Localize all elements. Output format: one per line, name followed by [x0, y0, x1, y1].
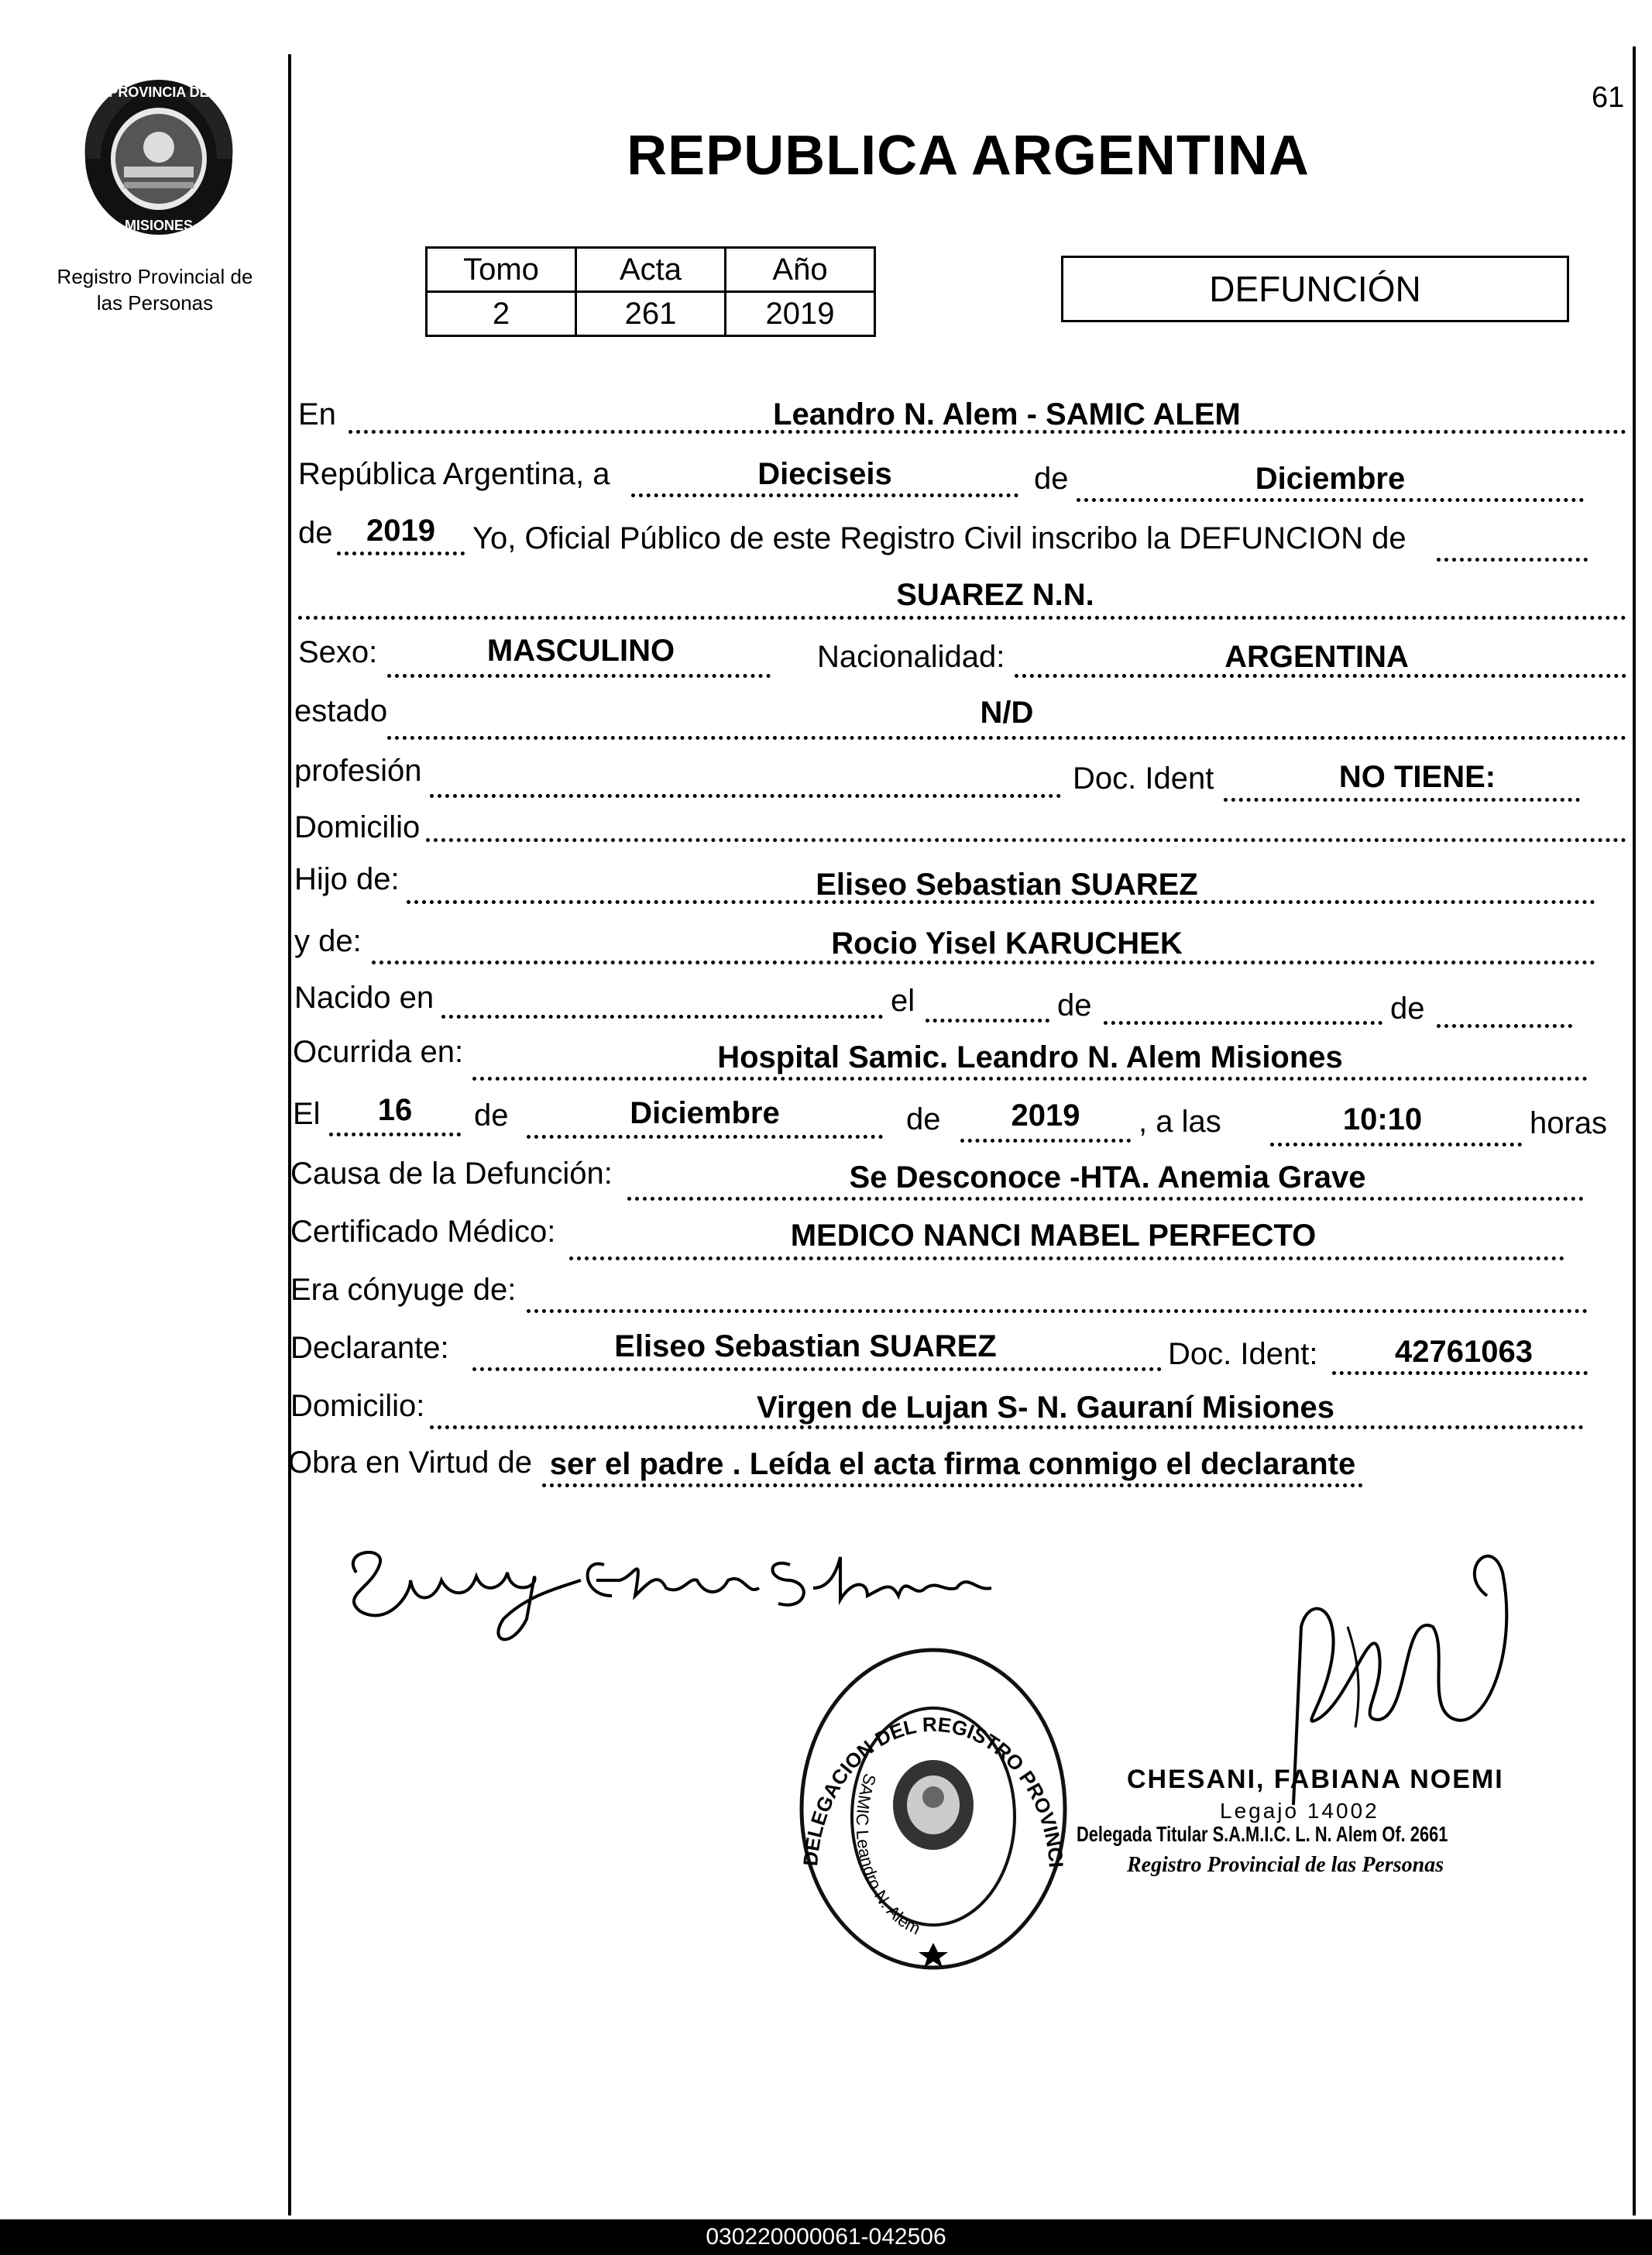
hijo-value: Eliseo Sebastian SUAREZ — [816, 868, 1198, 902]
month-value: Diciembre — [1255, 462, 1406, 496]
death-day-line — [329, 1133, 461, 1136]
sexo-line — [387, 674, 771, 678]
death-day-value: 16 — [377, 1093, 413, 1127]
deceased-line — [298, 616, 1626, 620]
acta-table — [425, 246, 876, 337]
nacionalidad-value: ARGENTINA — [1224, 640, 1409, 674]
republica-label: República Argentina, a — [298, 457, 610, 491]
profesion-label: profesión — [294, 754, 422, 788]
doc-ident-line — [1224, 798, 1580, 802]
official-registry: Registro Provincial de las Personas — [1127, 1853, 1444, 1877]
sexo-value: MASCULINO — [486, 634, 675, 668]
alas-label: , a las — [1139, 1105, 1221, 1139]
official-name: CHESANI, FABIANA NOEMI — [1127, 1765, 1504, 1794]
acta-header-acta: Acta — [576, 248, 726, 292]
sexo-label: Sexo: — [298, 635, 378, 669]
ocurrida-value: Hospital Samic. Leandro N. Alem Misiones — [717, 1040, 1343, 1074]
el-line — [926, 1019, 1049, 1023]
death-time-value: 10:10 — [1342, 1102, 1423, 1136]
declarante-value: Eliseo Sebastian SUAREZ — [614, 1329, 997, 1363]
emblem-bottom-text: MISIONES — [124, 218, 194, 233]
yde-value: Rocio Yisel KARUCHEK — [831, 926, 1183, 961]
estado-label: estado — [294, 694, 388, 728]
certificado-label: Certificado Médico: — [290, 1215, 556, 1249]
year-line — [337, 552, 465, 555]
el-label-2: El — [293, 1097, 321, 1131]
acta-value-acta: 261 — [576, 292, 726, 336]
official-title: Delegada Titular S.A.M.I.C. L. N. Alem Of. 2661 — [1077, 1822, 1448, 1846]
certificado-value: MEDICO NANCI MABEL PERFECTO — [790, 1219, 1317, 1253]
death-year-value: 2019 — [1011, 1098, 1080, 1133]
inscribo-text: Yo, Oficial Público de este Registro Civil inscribo la DEFUNCION de — [472, 521, 1406, 555]
domicilio2-value: Virgen de Lujan S- N. Gauraní Misiones — [756, 1390, 1335, 1425]
declarante-line — [472, 1367, 1162, 1371]
de-label-6: de — [906, 1102, 941, 1136]
obra-value: ser el padre . Leída el acta firma conmigo el declarante — [549, 1447, 1356, 1481]
profesion-line — [430, 794, 1061, 798]
doc-ident-value: NO TIENE: — [1338, 760, 1496, 794]
left-border — [288, 54, 291, 2215]
estado-line — [387, 736, 1626, 740]
acta-header-row — [427, 248, 875, 292]
conyuge-label: Era cónyuge de: — [290, 1273, 517, 1307]
yde-line — [372, 961, 1595, 964]
domicilio-label: Domicilio — [294, 810, 421, 844]
de-label-4: de — [1390, 992, 1425, 1026]
acta-value-anio: 2019 — [726, 292, 875, 336]
ocurrida-label: Ocurrida en: — [293, 1035, 464, 1069]
de-label-1: de — [1034, 462, 1069, 496]
nacido-label: Nacido en — [294, 981, 434, 1015]
day-value: Dieciseis — [757, 457, 892, 491]
de-label-2: de — [298, 516, 333, 550]
declarante-signature — [325, 1503, 1022, 1658]
hijo-label: Hijo de: — [294, 862, 400, 896]
acta-header-tomo: Tomo — [427, 248, 576, 292]
stamp-inner-text: SAMIC Leandro N. Alem — [852, 1771, 924, 1939]
de3-line — [1104, 1021, 1382, 1025]
doc-ident-label: Doc. Ident — [1073, 761, 1214, 796]
declarante-doc-value: 42761063 — [1395, 1335, 1533, 1369]
declarante-doc-label: Doc. Ident: — [1168, 1337, 1318, 1371]
obra-line — [542, 1483, 1363, 1487]
de-label-3: de — [1057, 988, 1092, 1023]
day-line — [631, 493, 1018, 497]
declarante-doc-line — [1332, 1371, 1588, 1375]
en-value: Leandro N. Alem - SAMIC ALEM — [773, 397, 1241, 431]
deceased-name: SUAREZ N.N. — [896, 578, 1094, 612]
acta-value-row — [427, 292, 875, 336]
emblem-icon — [77, 66, 240, 244]
domicilio2-label: Domicilio: — [290, 1389, 425, 1423]
death-month-value: Diciembre — [630, 1096, 780, 1130]
el-label: el — [891, 984, 915, 1018]
causa-line — [627, 1197, 1584, 1201]
domicilio2-line — [430, 1425, 1584, 1429]
official-legajo: Legajo 14002 — [1220, 1799, 1379, 1823]
page-title: REPUBLICA ARGENTINA — [627, 125, 1310, 187]
emblem-top-text: PROVINCIA DE — [108, 84, 209, 100]
year-value: 2019 — [366, 514, 435, 548]
declarante-signature-icon — [325, 1503, 1022, 1658]
conyuge-line — [527, 1309, 1588, 1313]
causa-value: Se Desconoce -HTA. Anemia Grave — [849, 1160, 1366, 1195]
estado-value: N/D — [980, 696, 1034, 730]
nacionalidad-label: Nacionalidad: — [817, 640, 1005, 674]
stamp-outer-text: DELEGACION DEL REGISTRO PROVINCI — [799, 1712, 1068, 1868]
de4-line — [1437, 1024, 1572, 1028]
horas-label: horas — [1530, 1106, 1608, 1140]
certificado-line — [569, 1256, 1564, 1260]
document-type-box: DEFUNCIÓN — [1061, 256, 1569, 322]
stamp-icon — [794, 1642, 1073, 1983]
registry-label-line1: Registro Provincial de — [57, 265, 253, 288]
page-number: 61 — [1592, 81, 1625, 114]
registry-label — [31, 263, 279, 316]
yde-label: y de: — [294, 924, 362, 958]
acta-header-anio: Año — [726, 248, 875, 292]
acta-value-tomo: 2 — [427, 292, 576, 336]
inscribo-line — [1437, 558, 1588, 562]
ocurrida-line — [472, 1077, 1588, 1081]
causa-label: Causa de la Defunción: — [290, 1157, 613, 1191]
barcode-text: 030220000061-042506 — [0, 2219, 1652, 2255]
right-border — [1633, 46, 1636, 2215]
month-line — [1077, 498, 1584, 502]
nacido-line — [441, 1015, 883, 1019]
nacionalidad-line — [1015, 674, 1626, 678]
death-month-line — [527, 1135, 883, 1139]
en-label: En — [298, 397, 336, 431]
declarante-label: Declarante: — [290, 1331, 449, 1365]
official-stamp — [794, 1642, 1073, 1983]
province-emblem — [77, 66, 240, 244]
domicilio-line — [426, 838, 1626, 842]
death-time-line — [1270, 1143, 1522, 1146]
de-label-5: de — [474, 1098, 509, 1133]
obra-label: Obra en Virtud de — [288, 1445, 533, 1480]
death-year-line — [960, 1139, 1131, 1143]
registry-label-line2: las Personas — [96, 291, 214, 315]
